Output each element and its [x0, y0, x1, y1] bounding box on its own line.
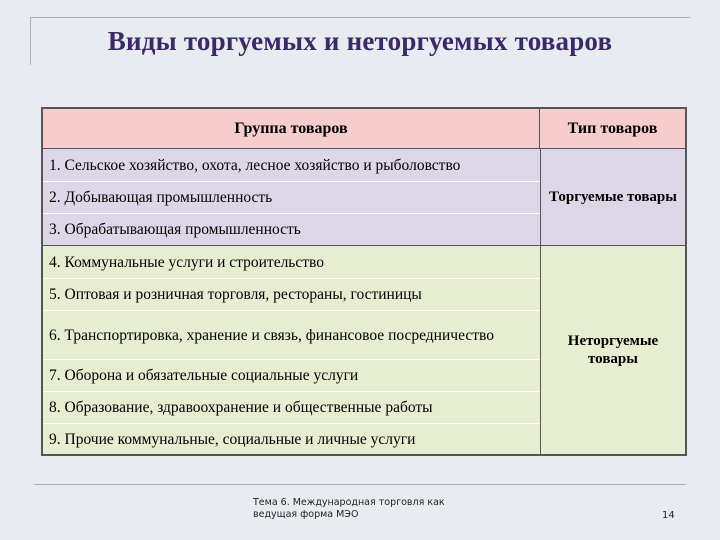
page-title: Виды торгуемых и неторгуемых товаров	[107, 26, 613, 56]
table-row: 8. Образование, здравоохранение и общественные работы	[43, 392, 540, 424]
page-number: 14	[662, 510, 675, 521]
type-nontraded: Неторгуемые товары	[540, 246, 685, 454]
table-row: 3. Обрабатывающая промышленность	[43, 214, 540, 246]
table-row: 7. Оборона и обязательные социальные услуги	[43, 360, 540, 392]
table-row: 9. Прочие коммунальные, социальные и личные услуги	[43, 424, 540, 454]
header-type: Тип товаров	[540, 109, 685, 149]
type-traded: Торгуемые товары	[540, 149, 685, 246]
table-row: 5. Оптовая и розничная торговля, рестораны, гостиницы	[43, 279, 540, 311]
table-row: 6. Транспортировка, хранение и связь, финансовое посредничество	[43, 311, 540, 360]
frame-top-line	[30, 17, 690, 18]
footer-text: Тема 6. Международная торговля как ведущая форма МЭО	[253, 497, 445, 520]
table-row: 1. Сельское хозяйство, охота, лесное хозяйство и рыболовство	[43, 149, 540, 182]
table-row: 2. Добывающая промышленность	[43, 182, 540, 214]
goods-table	[41, 107, 687, 456]
footer-divider	[34, 484, 686, 485]
table-row: 4. Коммунальные услуги и строительство	[43, 246, 540, 279]
header-group: Группа товаров	[43, 109, 540, 149]
